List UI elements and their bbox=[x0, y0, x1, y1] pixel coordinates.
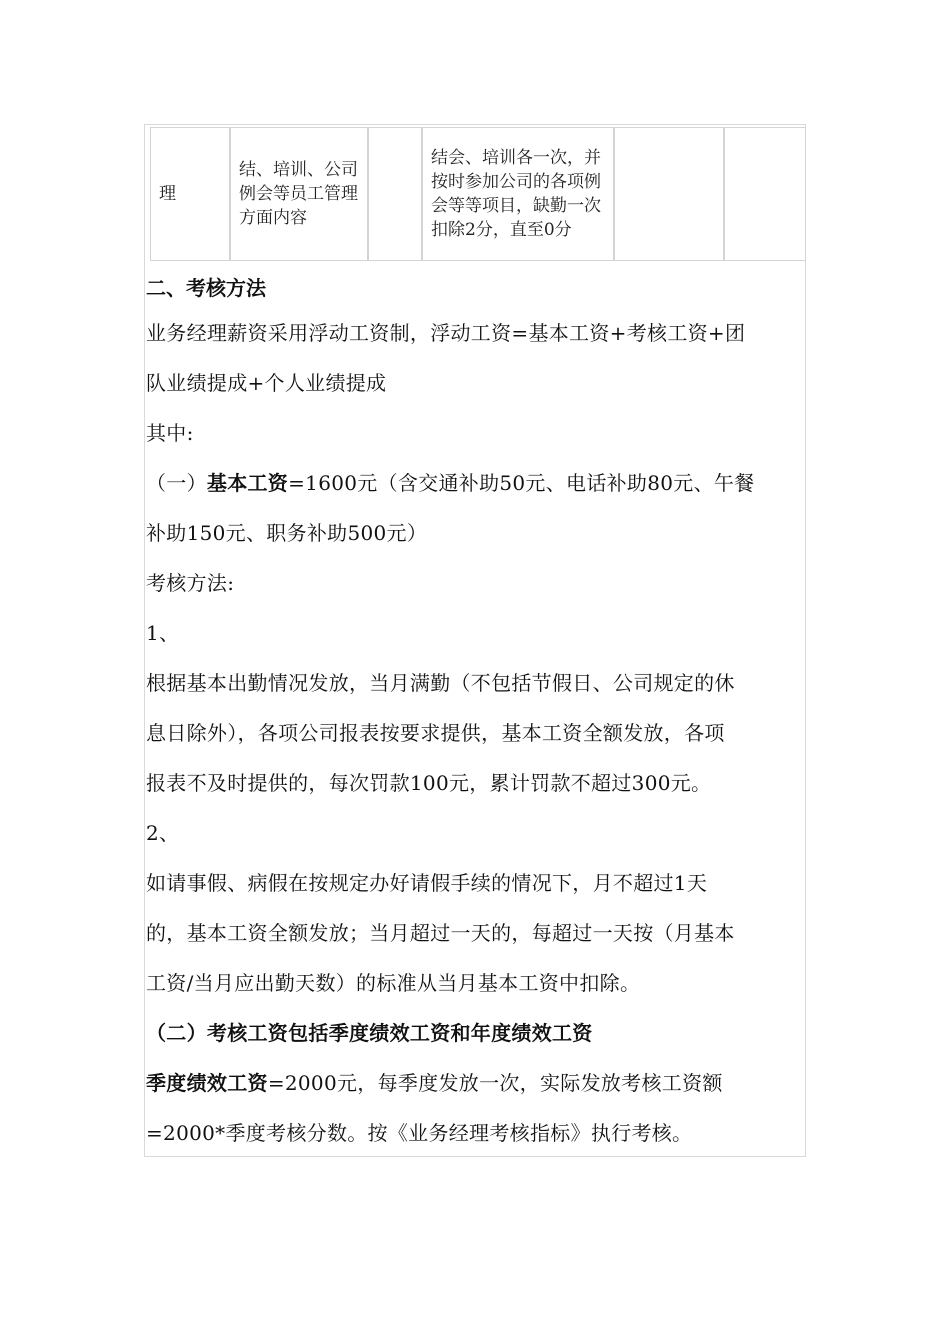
table-row bbox=[150, 127, 806, 261]
quarterly-line bbox=[146, 1058, 806, 1108]
basic-prefix: （一） bbox=[146, 471, 207, 495]
item-number: 2、 bbox=[146, 821, 180, 845]
table-cell bbox=[368, 127, 422, 261]
among-label: 其中: bbox=[146, 421, 194, 445]
item-line: 息日除外），各项公司报表按要求提供，基本工资全额发放，各项 bbox=[146, 721, 725, 745]
method-label: 考核方法: bbox=[146, 571, 235, 595]
table-cell bbox=[614, 127, 724, 261]
document-body bbox=[146, 268, 806, 1158]
item-line: 根据基本出勤情况发放，当月满勤（不包括节假日、公司规定的休 bbox=[146, 671, 735, 695]
basic-salary-line: 补助150元、职务补助500元） bbox=[146, 521, 428, 545]
table-cell: 理 bbox=[150, 127, 230, 261]
table-cell bbox=[724, 127, 806, 261]
intro-line: 队业绩提成+个人业绩提成 bbox=[146, 371, 387, 395]
item-line: 工资/当月应出勤天数）的标准从当月基本工资中扣除。 bbox=[146, 971, 641, 995]
item-number: 1、 bbox=[146, 621, 180, 645]
basic-salary-line bbox=[146, 458, 806, 508]
quarterly-detail: =2000元，每季度发放一次，实际发放考核工资额 bbox=[267, 1071, 723, 1095]
table-cell: 结、培训、公司例会等员工管理方面内容 bbox=[230, 127, 368, 261]
item-line: 的，基本工资全额发放；当月超过一天的，每超过一天按（月基本 bbox=[146, 921, 735, 945]
item-line: 报表不及时提供的，每次罚款100元，累计罚款不超过300元。 bbox=[146, 771, 712, 795]
item-line: 如请事假、病假在按规定办好请假手续的情况下，月不超过1天 bbox=[146, 871, 708, 895]
basic-salary-detail: =1600元（含交通补助50元、电话补助80元、午餐 bbox=[288, 471, 755, 495]
table-cell: 结会、培训各一次，并按时参加公司的各项例会等等项目，缺勤一次扣除2分，直至0分 bbox=[422, 127, 614, 261]
section-title: 二、考核方法 bbox=[146, 276, 266, 300]
assessment-table bbox=[150, 127, 806, 261]
intro-line: 业务经理薪资采用浮动工资制，浮动工资=基本工资+考核工资+团 bbox=[146, 321, 746, 345]
basic-salary-label: 基本工资 bbox=[206, 471, 289, 495]
quarterly-label: 季度绩效工资 bbox=[146, 1071, 268, 1095]
section-title: （二）考核工资包括季度绩效工资和年度绩效工资 bbox=[146, 1021, 593, 1045]
quarterly-line: =2000*季度考核分数。按《业务经理考核指标》执行考核。 bbox=[146, 1121, 693, 1145]
